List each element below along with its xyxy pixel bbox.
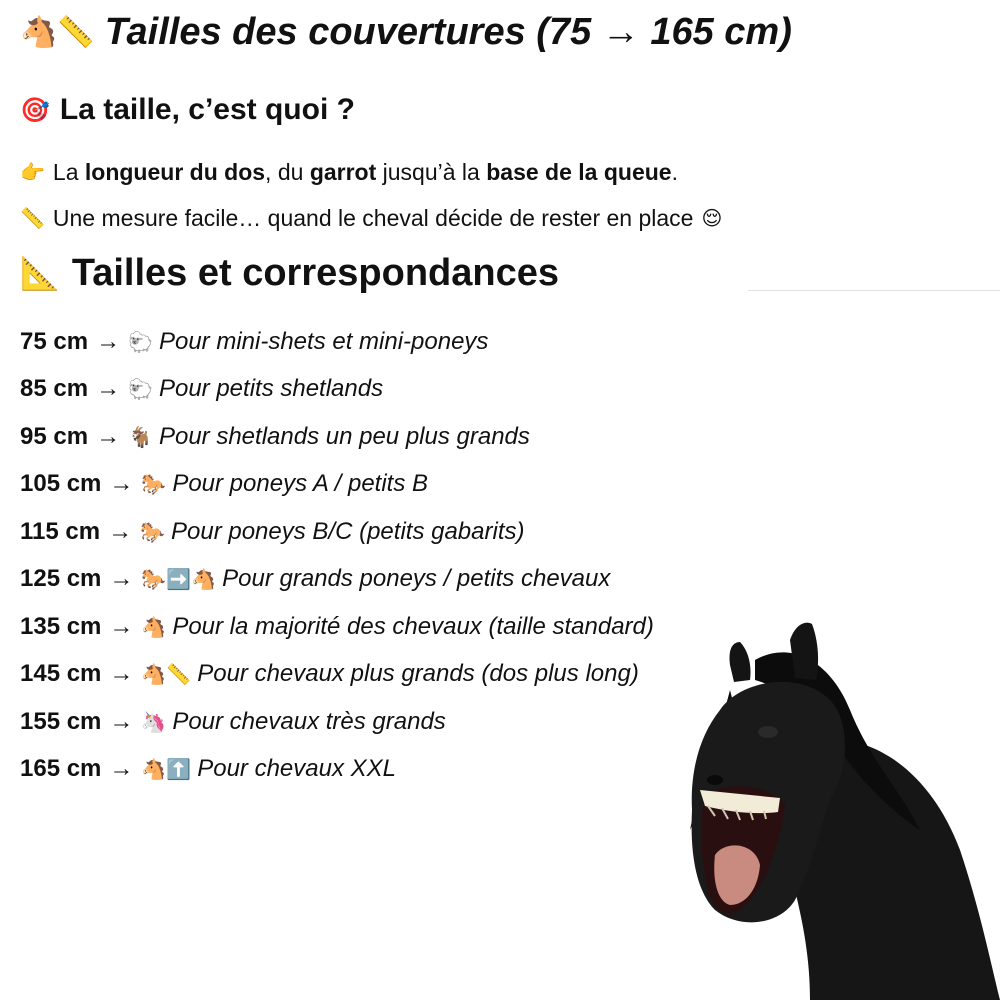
size-value: 75 cm <box>20 327 89 355</box>
arrow-icon: → <box>108 517 133 545</box>
size-description: Pour chevaux XXL <box>197 755 397 783</box>
size-value: 95 cm <box>20 422 89 450</box>
size-row <box>20 698 654 746</box>
size-row <box>20 366 654 414</box>
measure-line <box>20 201 722 235</box>
size-description: Pour poneys A / petits B <box>172 470 429 498</box>
size-row <box>20 651 654 699</box>
animal-icon: 🐴 <box>141 614 167 639</box>
animal-icon: 🐎 <box>141 472 167 497</box>
section-heading-sizes <box>20 246 559 300</box>
animal-icon: 🐴📏 <box>141 662 192 687</box>
size-value: 85 cm <box>20 375 89 403</box>
size-row <box>20 318 654 366</box>
size-value: 165 cm <box>20 755 102 783</box>
horse-ruler-icon: 🐴📏 <box>20 14 95 50</box>
triangular-ruler-icon: 📐 <box>20 254 60 292</box>
size-value: 145 cm <box>20 660 102 688</box>
arrow-icon: → <box>109 565 134 593</box>
size-row <box>20 746 654 794</box>
measure-text: Une mesure facile… quand le cheval décide de rester en place <box>52 204 694 231</box>
size-value: 125 cm <box>20 565 102 593</box>
arrow-icon: → <box>109 755 134 783</box>
size-value: 135 cm <box>20 612 102 640</box>
size-description: Pour chevaux plus grands (dos plus long) <box>197 660 639 688</box>
animal-icon: 🦄 <box>141 709 167 734</box>
size-description: Pour petits shetlands <box>158 375 384 403</box>
arrow-icon: → <box>96 327 121 355</box>
animal-icon: 🐴⬆️ <box>141 757 192 782</box>
animal-icon: 🐑 <box>128 377 153 402</box>
animal-icon: 🐑 <box>128 329 153 354</box>
page-title <box>20 6 792 58</box>
section-heading-sizes-text: Tailles et correspondances <box>71 251 559 294</box>
size-description: Pour chevaux très grands <box>172 707 446 735</box>
animal-icon: 🐎➡️🐴 <box>141 567 217 592</box>
size-description: Pour la majorité des chevaux (taille standard) <box>172 612 654 640</box>
arrow-icon: → <box>96 375 121 403</box>
definition-text: La longueur du dos, du garrot jusqu’à la base de la queue. <box>52 158 678 185</box>
page-title-text: Tailles des couvertures (75 → 165 cm) <box>104 10 792 53</box>
laughing-horse-image <box>660 620 1000 1000</box>
size-value: 155 cm <box>20 707 102 735</box>
divider <box>748 290 1000 291</box>
section-heading-what <box>20 88 355 132</box>
size-row <box>20 556 654 604</box>
relieved-face-icon: 😌 <box>701 206 723 230</box>
arrow-icon: → <box>109 660 134 688</box>
size-description: Pour grands poneys / petits chevaux <box>222 565 611 593</box>
size-list <box>20 318 654 793</box>
size-description: Pour poneys B/C (petits gabarits) <box>170 517 525 545</box>
animal-icon: 🐐 <box>128 424 153 449</box>
arrow-icon: → <box>109 612 134 640</box>
arrow-icon: → <box>96 422 121 450</box>
size-row <box>20 461 654 509</box>
section-heading-what-text: La taille, c’est quoi ? <box>59 93 355 126</box>
size-value: 115 cm <box>20 517 101 545</box>
size-description: Pour mini-shets et mini-poneys <box>158 327 489 355</box>
size-row <box>20 508 654 556</box>
size-row <box>20 603 654 651</box>
ruler-icon: 📏 <box>20 206 45 230</box>
size-value: 105 cm <box>20 470 102 498</box>
arrow-icon: → <box>109 470 134 498</box>
pointing-hand-icon: 👉 <box>20 160 45 184</box>
arrow-icon: → <box>109 707 134 735</box>
animal-icon: 🐎 <box>140 519 165 544</box>
definition-line <box>20 155 678 189</box>
size-row <box>20 413 654 461</box>
size-description: Pour shetlands un peu plus grands <box>158 422 530 450</box>
target-icon: 🎯 <box>20 96 50 124</box>
